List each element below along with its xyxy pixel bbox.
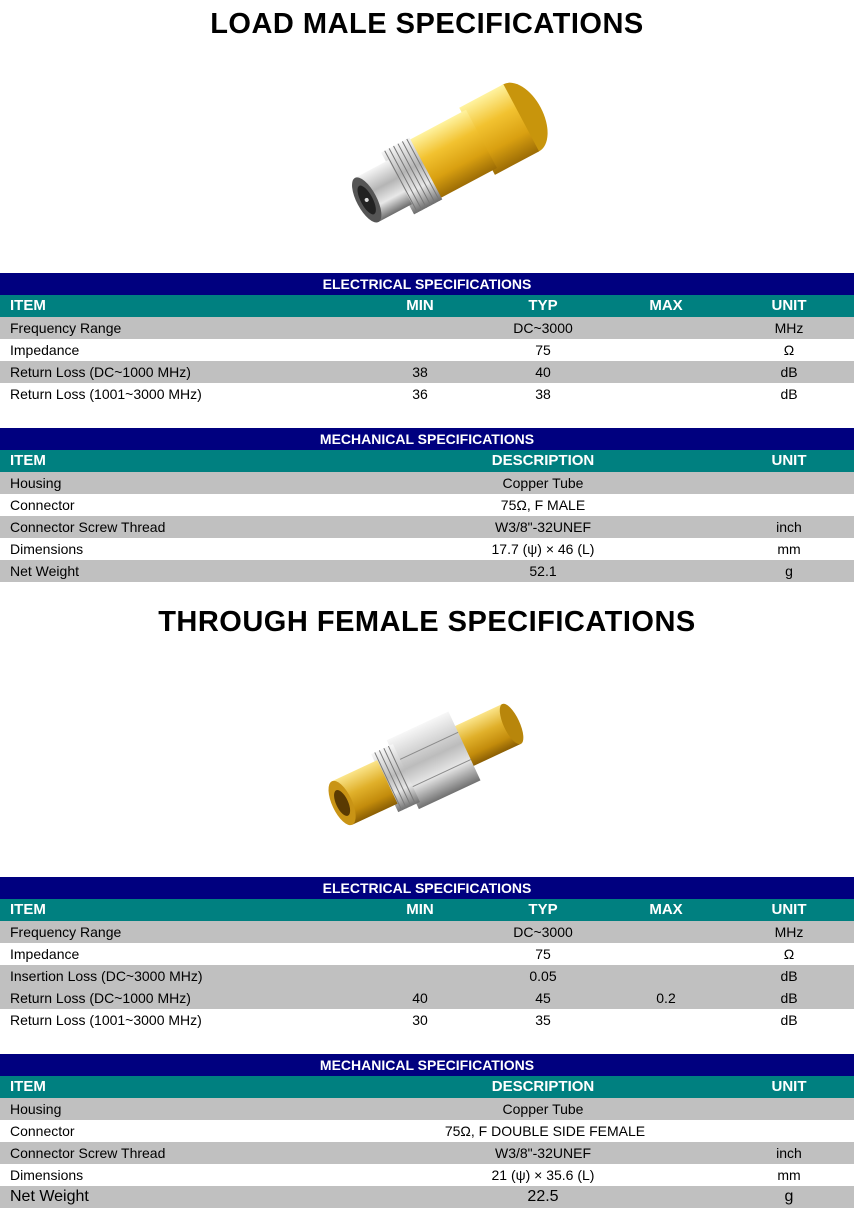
table-header-row: [0, 295, 854, 317]
column-header-unit: UNIT: [771, 452, 807, 469]
column-header-unit: UNIT: [771, 1078, 807, 1095]
load-male-mechanical-table: [0, 428, 854, 582]
through-female-mechanical-table: [0, 1054, 854, 1208]
page-title-load-male: LOAD MALE SPECIFICATIONS: [210, 8, 644, 40]
unit-cell: dB: [780, 386, 798, 402]
table-row: [0, 921, 854, 943]
description-cell: 52.1: [529, 563, 557, 579]
unit-cell: dB: [780, 364, 798, 380]
column-header-item: ITEM: [10, 1078, 46, 1095]
description-cell: Copper Tube: [502, 1101, 584, 1117]
page-title-through-female: THROUGH FEMALE SPECIFICATIONS: [158, 606, 696, 638]
table-row: [0, 1186, 854, 1208]
column-header-typ: TYP: [528, 297, 558, 314]
table-row: [0, 1164, 854, 1186]
unit-cell: dB: [780, 1012, 798, 1028]
description-cell: W3/8"-32UNEF: [495, 1145, 591, 1161]
description-cell: 21 (ψ) × 35.6 (L): [491, 1167, 595, 1183]
max-cell: 0.2: [656, 990, 676, 1006]
table-row: [0, 1120, 854, 1142]
unit-cell: Ω: [783, 342, 795, 358]
table-header-row: [0, 899, 854, 921]
item-cell: Impedance: [10, 342, 80, 358]
unit-cell: inch: [776, 1145, 802, 1161]
table-row: [0, 516, 854, 538]
column-header-max: MAX: [649, 297, 683, 314]
description-cell: 17.7 (ψ) × 46 (L): [491, 541, 595, 557]
table-row: [0, 361, 854, 383]
unit-cell: mm: [777, 541, 801, 557]
typ-cell: 38: [535, 386, 551, 402]
table-row: [0, 943, 854, 965]
load-male-electrical-table: [0, 273, 854, 405]
item-cell: Return Loss (DC~1000 MHz): [10, 990, 191, 1006]
description-cell: W3/8"-32UNEF: [495, 519, 591, 535]
column-header-unit: UNIT: [771, 901, 807, 918]
unit-cell: MHz: [774, 924, 804, 940]
column-header-max: MAX: [649, 901, 683, 918]
unit-cell: mm: [777, 1167, 801, 1183]
item-cell: Insertion Loss (DC~3000 MHz): [10, 968, 203, 984]
column-header-unit: UNIT: [771, 297, 807, 314]
table-row: [0, 1142, 854, 1164]
column-header-min: MIN: [406, 901, 434, 918]
unit-cell: dB: [780, 990, 798, 1006]
through-female-electrical-table: [0, 877, 854, 1031]
column-header-item: ITEM: [10, 901, 46, 918]
unit-cell: MHz: [774, 320, 804, 336]
min-cell: 36: [412, 386, 428, 402]
unit-cell: g: [784, 1188, 794, 1205]
column-header-min: MIN: [406, 297, 434, 314]
description-cell: 75Ω, F DOUBLE SIDE FEMALE: [444, 1123, 646, 1139]
description-cell: 75Ω, F MALE: [500, 497, 586, 513]
column-header-typ: TYP: [528, 901, 558, 918]
unit-cell: Ω: [783, 946, 795, 962]
item-cell: Connector: [10, 1123, 75, 1139]
table-row: [0, 472, 854, 494]
table-row: [0, 494, 854, 516]
table-title: ELECTRICAL SPECIFICATIONS: [0, 273, 854, 295]
table-row: [0, 1009, 854, 1031]
item-cell: Return Loss (1001~3000 MHz): [10, 1012, 202, 1028]
item-cell: Dimensions: [10, 1167, 84, 1183]
typ-cell: 75: [535, 946, 551, 962]
table-header-row: [0, 450, 854, 472]
table-title: ELECTRICAL SPECIFICATIONS: [0, 877, 854, 899]
table-title: MECHANICAL SPECIFICATIONS: [0, 1054, 854, 1076]
table-row: [0, 383, 854, 405]
typ-cell: 75: [535, 342, 551, 358]
table-row: [0, 965, 854, 987]
column-header-item: ITEM: [10, 297, 46, 314]
item-cell: Connector Screw Thread: [10, 1145, 166, 1161]
item-cell: Dimensions: [10, 541, 84, 557]
item-cell: Connector Screw Thread: [10, 519, 166, 535]
min-cell: 40: [412, 990, 428, 1006]
table-row: [0, 987, 854, 1009]
table-header-row: [0, 1076, 854, 1098]
item-cell: Return Loss (DC~1000 MHz): [10, 364, 191, 380]
unit-cell: g: [785, 563, 793, 579]
column-header-item: ITEM: [10, 452, 46, 469]
table-row: [0, 538, 854, 560]
unit-cell: dB: [780, 968, 798, 984]
typ-cell: DC~3000: [513, 924, 573, 940]
table-row: [0, 560, 854, 582]
typ-cell: 35: [535, 1012, 551, 1028]
typ-cell: 0.05: [529, 968, 557, 984]
item-cell: Housing: [10, 475, 62, 491]
table-row: [0, 339, 854, 361]
min-cell: 30: [412, 1012, 428, 1028]
description-cell: Copper Tube: [502, 475, 584, 491]
item-cell: Frequency Range: [10, 924, 122, 940]
load-male-connector-image: [330, 58, 580, 248]
item-cell: Housing: [10, 1101, 62, 1117]
item-cell: Frequency Range: [10, 320, 122, 336]
item-cell: Net Weight: [10, 1188, 89, 1205]
item-cell: Impedance: [10, 946, 80, 962]
table-title: MECHANICAL SPECIFICATIONS: [0, 428, 854, 450]
description-cell: 22.5: [527, 1188, 559, 1205]
column-header-description: DESCRIPTION: [491, 452, 595, 469]
unit-cell: inch: [776, 519, 802, 535]
item-cell: Net Weight: [10, 563, 79, 579]
column-header-description: DESCRIPTION: [491, 1078, 595, 1095]
item-cell: Connector: [10, 497, 75, 513]
typ-cell: 45: [535, 990, 551, 1006]
item-cell: Return Loss (1001~3000 MHz): [10, 386, 202, 402]
table-row: [0, 317, 854, 339]
table-row: [0, 1098, 854, 1120]
through-female-connector-image: [315, 672, 545, 852]
min-cell: 38: [412, 364, 428, 380]
typ-cell: DC~3000: [513, 320, 573, 336]
typ-cell: 40: [535, 364, 551, 380]
